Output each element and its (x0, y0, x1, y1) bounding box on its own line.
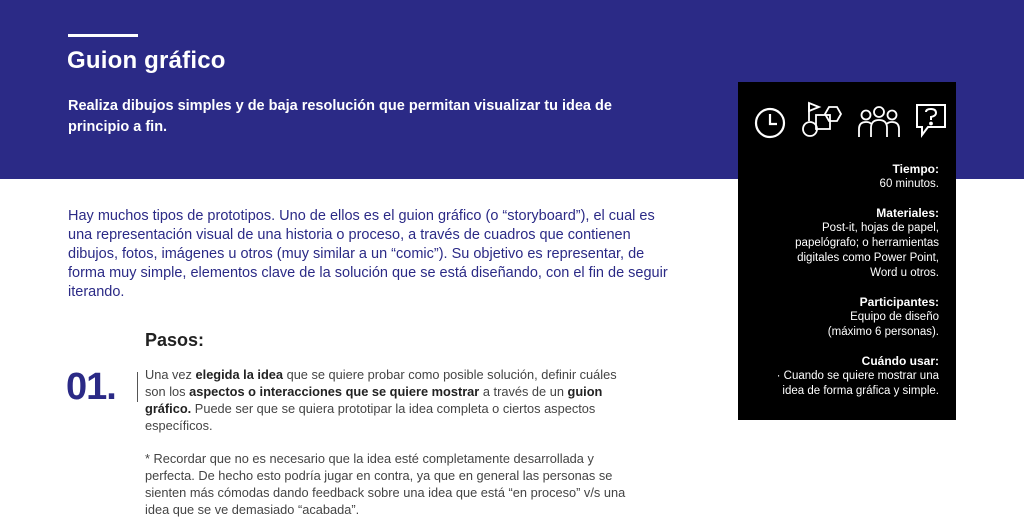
info-icons (752, 100, 948, 142)
steps-heading: Pasos: (145, 330, 205, 350)
clock-icon (752, 103, 788, 139)
intro-paragraph: Hay muchos tipos de prototipos. Uno de ellos es el guion gráfico (o “storyboard”), el cual es una representación visual de una historia o proceso, a través de cuadros que contienen dibujos, fotos, imágenes u otros (muy similar a un “comic”). Su objetivo es representar, de forma muy simple, elementos clave de la solución que se está diseñando, con el fin de seguir iterando. (68, 208, 668, 300)
step-description (145, 366, 635, 434)
step-note: * Recordar que no es necesario que la idea esté completamente desarrollada y perfecta. De hecho esto podría jugar en contra, ya que en general las personas se sienten más cómodas dando feedback sobre una idea que está “en proceso” v/s una idea que se ve demasiado “acabada”. (145, 451, 626, 517)
people-group-icon (857, 103, 901, 139)
info-sections (749, 162, 939, 413)
step-bold-3: guion gráfico. (145, 384, 603, 416)
step-text-3: a través de un (479, 384, 568, 399)
step-bold-2: aspectos o interacciones que se quiere mostrar (189, 384, 480, 399)
info-section-cuando-usar (749, 354, 939, 399)
step-text-1: Una vez (145, 367, 196, 382)
info-section-participantes (749, 295, 939, 340)
info-heading: Cuándo usar: (861, 354, 939, 368)
step-text-4: Puede ser que se quiera prototipar la idea completa o ciertos aspectos específicos. (145, 401, 596, 433)
info-heading: Tiempo: (892, 162, 939, 176)
step-bold-1: elegida la idea (195, 367, 284, 382)
page-title: Guion gráfico (67, 47, 226, 74)
info-body: · Cuando se quiere mostrar una idea de forma gráfica y simple. (776, 370, 939, 397)
info-body: 60 minutos. (879, 178, 939, 190)
shapes-icon (801, 101, 845, 141)
info-heading: Participantes: (859, 295, 939, 309)
step-text-2: que se quiere probar como posible solución, definir cuáles son los (145, 367, 617, 399)
step-number: 01. (66, 366, 116, 408)
info-body: Post-it, hojas de papel, papelógrafo; o herramientas digitales como Power Point, Word u otros. (795, 222, 939, 279)
info-body: Equipo de diseño (máximo 6 personas). (827, 311, 939, 338)
step-divider (137, 372, 138, 402)
question-bubble-icon (914, 102, 948, 140)
info-box (738, 82, 956, 420)
info-section-tiempo (749, 162, 939, 192)
info-heading: Materiales: (876, 206, 939, 220)
title-underline (68, 34, 138, 37)
info-section-materiales (749, 206, 939, 281)
page-subtitle: Realiza dibujos simples y de baja resolución que permitan visualizar tu idea de principio a fin. (68, 98, 612, 135)
